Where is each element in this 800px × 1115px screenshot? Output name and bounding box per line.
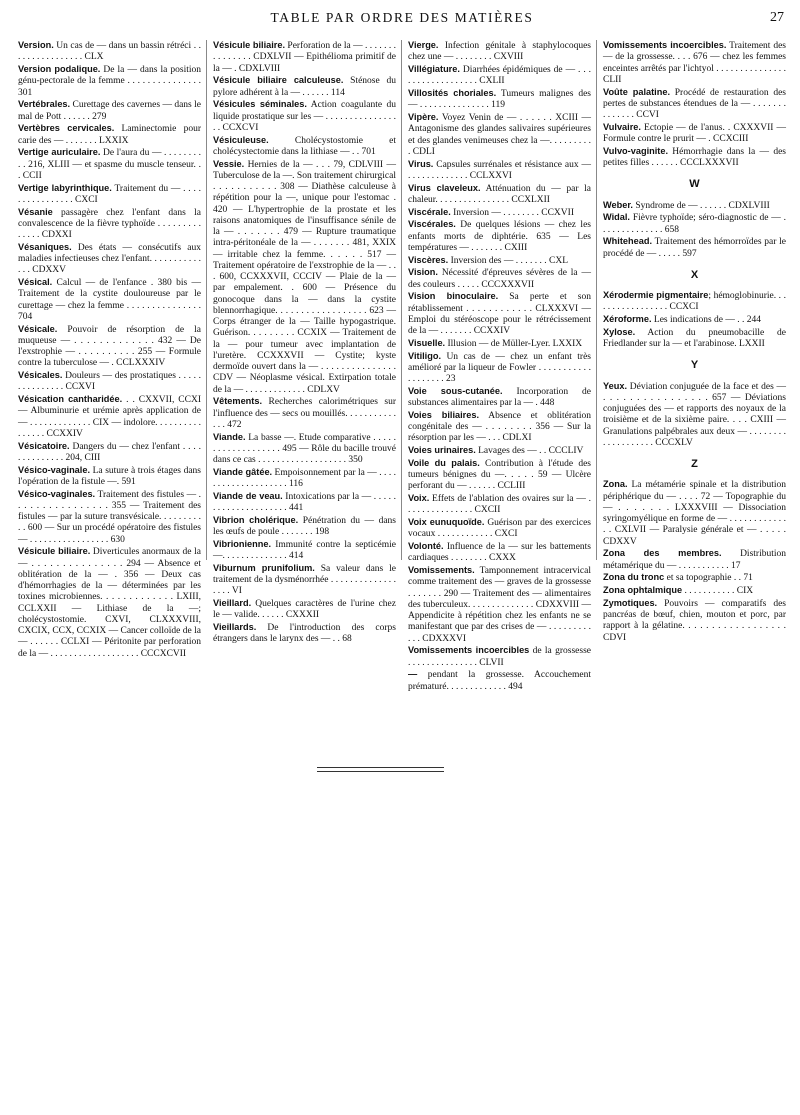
index-entry xyxy=(18,242,201,277)
entry-heading: Villosités choriales. xyxy=(408,88,497,98)
entry-text: Un cas de — dans un bassin rétréci . . . . . . . . . . . . . . . . CLX xyxy=(18,41,201,63)
entry-heading: Vision binoculaire. xyxy=(408,291,499,302)
entry-text: Illusion — de Müller-Lyer. LXXIX xyxy=(445,338,583,349)
entry-heading: Vomissements. xyxy=(408,565,475,575)
index-entry xyxy=(603,40,786,86)
entry-heading: Vibrionienne. xyxy=(213,538,272,549)
index-entry xyxy=(603,236,786,260)
index-entry xyxy=(408,267,591,291)
entry-heading: Vomissements incoercibles xyxy=(408,645,530,656)
entry-text: Tumeurs malignes des — . . . . . . . . . . . . . . . 119 xyxy=(408,89,592,111)
entry-text: Un cas de — chez un enfant très amélioré par la liqueur de Fowler . . . . . . . . . . . . . . . . . . . 23 xyxy=(408,351,591,384)
index-entry xyxy=(603,598,786,644)
entry-text: Nécessité d'épreuves sévères de la — des couleurs . . . . . CCCXXXVII xyxy=(408,268,591,290)
index-entry xyxy=(603,87,786,122)
section-letter: Y xyxy=(690,359,699,372)
entry-text: Distribution métamérique du — . . . . . . . . . . . 17 xyxy=(603,549,786,571)
index-entry xyxy=(408,669,591,693)
entry-heading: Voie sous-cutanée. xyxy=(408,385,503,396)
entry-heading: Villégiature. xyxy=(408,64,460,74)
entry-heading: Vésicales. xyxy=(18,370,63,380)
entry-heading: Vésicule biliaire calculeuse. xyxy=(213,75,344,86)
entry-text: Atténuation du — par la chaleur. . . . . . . . . . . . . . . . CCXLXII xyxy=(408,183,591,205)
index-entry xyxy=(603,122,786,146)
index-entry xyxy=(408,183,591,207)
section-letter: X xyxy=(690,268,699,281)
index-column-2 xyxy=(213,40,402,645)
index-entry xyxy=(408,386,591,410)
entry-text: Pouvoirs — comparatifs des pancréas de bœuf, chien, mouton et porc, par rapport à la gélatine. . . . . . . . . . . . . . . . . . CDVI xyxy=(603,598,786,643)
index-entry xyxy=(408,112,591,158)
entry-heading: Vulvo-vaginite. xyxy=(603,145,669,156)
entry-heading: Viande. xyxy=(213,431,246,442)
closing-rule-top xyxy=(317,767,444,768)
index-entry xyxy=(408,458,591,493)
entry-heading: Zona des membres. xyxy=(603,548,722,559)
entry-heading: Vieillard. xyxy=(213,598,252,608)
running-title: TABLE PAR ORDRE DES MATIÈRES xyxy=(270,10,534,25)
entry-text: de la grossesse . . . . . . . . . . . . . . . CLVII xyxy=(408,646,591,668)
entry-heading: Viande gâtée. xyxy=(213,466,273,477)
entry-text: Capsules surrénales et résistance aux — . . . . . . . . . . . . . CCLXXVI xyxy=(408,159,591,181)
entry-text: Traitement des hémorroïdes par le procédé de — . . . . . 597 xyxy=(603,237,786,259)
entry-text: La métamérie spinale et la distribution périphérique du — . . . . 72 — Topographie du — . . . . . . . LXXXVIII — Dissociation syringomyélique en forme de — . . . . . . . . . . . . . . CXLVII — Paralysie générale et — . . . . . CDXXV xyxy=(603,480,786,547)
entry-heading: Vitiligo. xyxy=(408,350,442,361)
entry-text: Pouvoir de résorption de la muqueuse — . . . . . . . . . . . . . 432 — De l'exstrophie — . . . . . . . . . . 255 — Formule contre la tuberculose — . CCLXXXIV xyxy=(18,324,201,369)
entry-heading: Vésanie xyxy=(18,206,53,217)
entry-text: Empoisonnement par la — . . . . . . . . . . . . . . . . . . . . 116 xyxy=(213,467,396,489)
entry-heading: Widal. xyxy=(603,212,630,223)
entry-text: ; hémoglobinurie. . . . . . . . . . . . . . . . . CCXCI xyxy=(603,291,786,313)
entry-text: Douleurs — des prostatiques . . . . . . . . . . . . . . . CCXVI xyxy=(18,371,201,393)
entry-heading: Vulvaire. xyxy=(603,121,641,132)
entry-heading: Zona du tronc xyxy=(603,572,665,583)
entry-text: De l'introduction des corps étrangers dans le larynx des — . . 68 xyxy=(213,623,396,645)
page-number: 27 xyxy=(770,10,784,25)
index-entry xyxy=(18,370,201,394)
entry-text: Sténose du pylore adhérent à la — . . . . . . 114 xyxy=(213,76,396,98)
entry-text: Infection génitale à staphylocoques chez une — . . . . . . . . CXVIII xyxy=(408,41,591,63)
index-entry xyxy=(18,546,201,660)
entry-heading: Weber. xyxy=(603,199,633,210)
index-entry xyxy=(408,64,591,88)
entry-text: Recherches calorimétriques sur l'influence des — secs ou mouillés. . . . . . . . . . . . . . 472 xyxy=(213,397,396,430)
entry-text: Action du pneumobacille de Friedlander sur la — et l'arabinose. LXXII xyxy=(603,327,786,349)
entry-text: Absence et oblitération congénitale des — . . . . . . . . 356 — Sur la résorption par les — . . . CDLXI xyxy=(408,410,591,444)
page-header xyxy=(20,10,784,30)
entry-text: De quelques lésions — chez les enfants morts de diphtérie. 635 — Les températures — . . . . . . . CXIII xyxy=(408,220,591,253)
entry-heading: Vésiculeuse. xyxy=(213,134,269,145)
entry-heading: Voies biliaires. xyxy=(408,409,480,420)
index-entry xyxy=(213,99,396,134)
entry-text: Effets de l'ablation des ovaires sur la — . . . . . . . . . . . . . . . CXCII xyxy=(408,494,591,516)
index-entry xyxy=(213,467,396,491)
entry-text: Les indications de — . . 244 xyxy=(651,315,762,325)
entry-heading: Vésaniques. xyxy=(18,241,72,252)
entry-heading: Vésicule biliaire. xyxy=(213,40,286,50)
index-entry xyxy=(18,324,201,370)
entry-heading: Zona. xyxy=(603,479,628,490)
index-column-3 xyxy=(408,40,597,692)
entry-text: Inversion — . . . . . . . . CCXVII xyxy=(450,207,574,218)
entry-text: Curettage des cavernes — dans le mal de Pott . . . . . . 279 xyxy=(18,100,201,122)
entry-heading: Viscérale. xyxy=(408,206,451,217)
entry-text: De la — dans la position génu-pectorale de la femme . . . . . . . . . . . . . . . 301 xyxy=(18,65,201,98)
index-entry xyxy=(408,493,591,517)
index-entry xyxy=(213,159,396,396)
index-entry xyxy=(408,445,591,457)
index-entry xyxy=(18,123,201,147)
entry-heading: Vieillards. xyxy=(213,622,257,632)
index-entry xyxy=(18,441,201,465)
index-entry xyxy=(18,183,201,207)
entry-heading: Vessie. xyxy=(213,158,245,169)
entry-text: Hernies de la — . . . 79, CDLVIII — Tuberculose de la —. Son traitement chirurgical . . . . . . . . . . . 308 — Diathèse calculeuse à répétition pour la —, unique pour l'estomac . 420 — L'hypertrophie de la prostate et les raisons anatomiques de l'insuffisance sénile de la — . . . . . . . 479 — Rupture traumatique intra-péritonéale de la — . . . . . . . 481, XXIX — irritable chez la femme. . . . . . 517 — Traitement opératoire de l'exstrophie de la — . . . 600, CCXXXVII, CCCIV — Plaie de la — par empalement. . 600 — Présence du gonocoque dans la — dans la cystite blennorrhagique. . . . . . . . . . . . . . . . . . 623 — Corps étranger de la — Taille hypogastrique. Guérison. . . . . . . . . CCXIX — Traitement de la — pour tumeur avec implantation de l'uretère. CCXXXVII — Cystite; kyste dermoïde ouvert dans la — . . . . . . . . . . . . . . . CDV — Néoplasme vésical. Extirpation totale de la — . . . . . . . . . . . . . CDLXV xyxy=(213,159,396,395)
entry-heading: Viscérales. xyxy=(408,219,456,230)
entry-text: Pénétration du — dans les œufs de poule . . . . . . . 198 xyxy=(213,515,396,537)
entry-heading: Virus claveleux. xyxy=(408,182,481,193)
index-entry xyxy=(18,64,201,99)
entry-heading: Vésico-vaginale. xyxy=(18,464,91,475)
entry-text: . . . . . . . . . . . CIX xyxy=(682,586,754,596)
entry-heading: — xyxy=(408,669,418,680)
entry-text: Traitement du — . . . . . . . . . . . . . . . . CXCI xyxy=(18,183,201,205)
entry-text: Quelques caractères de l'urine chez le — valide. . . . . . CXXXII xyxy=(213,599,396,621)
index-entry xyxy=(18,207,201,242)
index-entry xyxy=(18,147,201,182)
entry-text: Diarrhées épidémiques de — . . . . . . . . . . . . . . . . . . CXLII xyxy=(408,65,591,87)
entry-text: Immunité contre la septicémie —. . . . . . . . . . . . . . 414 xyxy=(213,539,396,561)
entry-heading: Viburnum prunifolium. xyxy=(213,562,315,573)
index-entry xyxy=(18,394,201,440)
index-entry xyxy=(213,563,396,598)
entry-heading: Vésication cantharidée. xyxy=(18,394,123,404)
entry-text: passagère chez l'enfant dans la convalescence de la fièvre typhoïde . . . . . . . . . . . . . . CDXXI xyxy=(18,207,201,240)
entry-heading: Vésicale. xyxy=(18,323,58,334)
entry-heading: Vomissements incoercibles. xyxy=(603,40,727,50)
index-entry xyxy=(18,277,201,323)
index-entry xyxy=(213,75,396,99)
entry-text: Influence de la — sur les battements cardiaques . . . . . . . . CXXX xyxy=(408,542,591,564)
entry-text: Laminectomie pour carie des — . . . . . . . LXXIX xyxy=(18,124,201,146)
entry-text: Déviation conjuguée de la face et des — . . . . . . . . . . . . . . . . 657 — Déviations conjuguées des — et rapports des noyaux de la troisième et de la sixième paire. . . . CXIII — Granulations palpébrales aux deux — . . . . . . . . . . . . . . . . . . . CCCXLV xyxy=(603,381,786,448)
entry-text: Sa valeur dans le traitement de la dysménorrhée . . . . . . . . . . . . . . . . . . VI xyxy=(213,563,396,597)
entry-heading: Virus. xyxy=(408,158,434,169)
index-entry xyxy=(408,159,591,183)
index-entry xyxy=(408,541,591,565)
entry-heading: Volonté. xyxy=(408,541,444,551)
index-entry xyxy=(213,515,396,539)
index-entry xyxy=(213,622,396,646)
entry-text: Action coagulante du liquide prostatique sur les — . . . . . . . . . . . . . . . . . CCXCVI xyxy=(213,100,396,133)
index-columns xyxy=(18,40,786,692)
index-column-4 xyxy=(603,40,786,643)
index-entry xyxy=(603,314,786,326)
index-entry xyxy=(603,212,786,236)
entry-heading: Viscères. xyxy=(408,254,449,265)
entry-heading: Voix eunuquoïde. xyxy=(408,517,485,527)
entry-text: Guérison par des exercices vocaux . . . . . . . . . . . . CXCI xyxy=(408,518,591,540)
entry-heading: Vésico-vaginales. xyxy=(18,488,96,499)
entry-heading: Vésicatoire. xyxy=(18,440,70,451)
entry-heading: Visuelle. xyxy=(408,337,446,348)
entry-heading: Xéroforme. xyxy=(603,314,652,324)
index-entry xyxy=(408,291,591,337)
entry-heading: Vésical. xyxy=(18,277,53,287)
entry-text: Calcul — de l'enfance . 380 bis — Traitement de la cystite douloureuse par le curettage — chez la femme . . . . . . . . . . . . . . . 704 xyxy=(18,278,201,322)
index-entry xyxy=(408,645,591,669)
entry-text: Perforation de la — . . . . . . . . . . . . . . . CDXLVII — Epithélioma primitif de la — . CDXLVIII xyxy=(213,41,396,74)
index-entry xyxy=(603,327,786,351)
entry-text: . . CXXVII, CCXI — Albuminurie et urémie après application de — . . . . . . . . . . . . . CIX — indolore. . . . . . . . . . . . . . . . CCXXIV xyxy=(18,395,201,439)
entry-text: De l'aura du — . . . . . . . . . . 216, XLIII — et spasme du muscle tenseur. . . CCII xyxy=(18,148,202,181)
index-entry xyxy=(18,40,201,64)
index-entry xyxy=(408,40,591,64)
entry-text: Ectopie — de l'anus. . CXXXVII — Formule contre le prurit — . CCXCIII xyxy=(603,122,786,144)
index-entry xyxy=(18,489,201,546)
index-entry xyxy=(213,432,396,467)
entry-heading: Voix. xyxy=(408,493,430,503)
index-entry xyxy=(603,548,786,572)
entry-text: Sa perte et son rétablissement . . . . . . . . . . . . CLXXXVI — Emploi du stéréoscope pour le rétrécissement de la — . . . . . . . CCXXIV xyxy=(408,292,591,336)
closing-rule-bottom xyxy=(317,771,444,772)
entry-text: Hémorrhagie dans la — des petites filles . . . . . . CCCLXXXVII xyxy=(603,146,786,168)
index-entry xyxy=(603,381,786,450)
entry-text: Inversion des — . . . . . . . CXL xyxy=(448,255,568,266)
entry-heading: Yeux. xyxy=(603,380,628,391)
entry-heading: Vésicules séminales. xyxy=(213,99,307,110)
entry-text: Voyez Venin de — . . . . . . XCIII — Antagonisme des glandes salivaires supérieures et des glandes venimeuses chez la —. . . . . . . . . . CDLI xyxy=(408,113,591,157)
index-entry xyxy=(408,219,591,254)
entry-heading: Vésicule biliaire. xyxy=(18,546,91,557)
entry-text: pendant la grossesse. Accouchement prématuré. . . . . . . . . . . . . 494 xyxy=(408,670,591,692)
entry-heading: Version podalique. xyxy=(18,64,101,74)
entry-heading: Vertèbres cervicales. xyxy=(18,123,115,134)
entry-heading: Version. xyxy=(18,40,54,50)
entry-text: Procédé de restauration des pertes de substances étendues de la — . . . . . . . . . . . . . . CCVI xyxy=(603,87,786,120)
entry-heading: Vibrion cholérique. xyxy=(213,514,299,525)
entry-heading: Vertige auriculaire. xyxy=(18,147,101,158)
entry-heading: Vierge. xyxy=(408,40,439,50)
entry-heading: Vertébrales. xyxy=(18,99,71,110)
entry-text: Intoxications par la — . . . . . . . . . . . . . . . . . . . . . 441 xyxy=(213,491,396,513)
entry-text: Des états — consécutifs aux maladies infectieuses chez l'enfant. . . . . . . . . . . . . . CDXXV xyxy=(18,242,201,276)
index-entry xyxy=(603,585,786,597)
entry-text: et sa topographie . . 71 xyxy=(664,573,753,584)
index-entry xyxy=(408,338,591,350)
index-entry xyxy=(213,135,396,159)
entry-heading: Xérodermie pigmentaire xyxy=(603,290,709,300)
entry-heading: Vipère. xyxy=(408,112,439,122)
entry-text: Traitement des fistules — . . . . . . . . . . . . . . . . 355 — Traitement des fistules — par la suture transvésicale. . . . . . . . . . . 600 — Sur un procédé opératoire des fistules — . . . . . . . . . . . . . . . . . 630 xyxy=(18,489,201,545)
entry-heading: Xylose. xyxy=(603,326,636,337)
entry-text: Contribution à l'étude des tumeurs bénignes du —. . . . . 59 — Ulcère perforant du — . . . . . . CCLIII xyxy=(408,458,591,492)
index-column-1 xyxy=(18,40,207,659)
entry-text: Fièvre typhoïde; séro-diagnostic de — . . . . . . . . . . . . . . 658 xyxy=(603,213,786,235)
index-entry xyxy=(213,396,396,431)
index-entry xyxy=(603,572,786,584)
index-entry xyxy=(408,255,591,267)
section-letter: Z xyxy=(691,458,698,470)
index-entry xyxy=(603,479,786,548)
entry-text: La suture à trois étages dans l'opération de la fistule —. 591 xyxy=(18,465,201,487)
entry-heading: Zona ophtalmique xyxy=(603,585,683,595)
entry-heading: Whitehead. xyxy=(603,236,653,247)
entry-text: Incorporation de substances alimentaires par la — . 448 xyxy=(408,386,591,408)
entry-heading: Vertige labyrinthique. xyxy=(18,182,112,193)
index-entry xyxy=(408,207,591,219)
index-entry xyxy=(408,88,591,112)
index-entry xyxy=(408,410,591,445)
index-entry xyxy=(213,598,396,622)
index-entry xyxy=(18,465,201,489)
index-entry xyxy=(408,517,591,541)
index-entry xyxy=(603,290,786,314)
entry-text: La basse —. Etude comparative . . . . . . . . . . . . . . . . . . . 495 — Rôle du bacille trouvé dans ce cas . . . . . . . . . . . . . . . . . . . 350 xyxy=(213,432,396,465)
entry-text: Tamponnement intracervical comme traitement des — graves de la grossesse . . . . . . . 290 — Traitement des — alimentaires des tuberculeux. . . . . . . . . . . . . . CDXXVIII — Appendicite à répétition chez les enfants ne se manifestant que par des crises de — . . . . . . . . . . . . CDXXXVI xyxy=(408,566,591,644)
entry-heading: Viande de veau. xyxy=(213,490,283,501)
entry-heading: Voile du palais. xyxy=(408,457,480,468)
index-entry xyxy=(408,565,591,645)
entry-text: Diverticules anormaux de la — . . . . . . . . . . . . . . . 294 — Absence et oblitération de la — . 356 — Deux cas d'hémorrhagies de la — déterminées par les toxines microbiennes. . . . . . . . . . . . . LXIII, CCLXXII — Lithiase de la —; cholécystostomie. CXVI, CLXXXVIII, CXCIX, CCX, CCXIX — Cancer colloïde de la — . . . . . . CCLXI — Péritonite par perforation de la — . . . . . . . . . . . . . . . . . . . CCCXCVII xyxy=(18,547,201,659)
entry-heading: Voûte palatine. xyxy=(603,86,671,97)
entry-text: Traitement des — de la grossesse. . . . 676 — chez les femmes enceintes arrêtés par l'ichtyol . . . . . . . . . . . . . . . CLII xyxy=(603,41,786,85)
section-letter: W xyxy=(689,178,700,191)
index-entry xyxy=(603,146,786,170)
index-entry xyxy=(213,40,396,75)
index-entry xyxy=(18,99,201,123)
entry-heading: Zymotiques. xyxy=(603,597,658,608)
entry-text: Lavages des — . . CCCLIV xyxy=(475,446,584,456)
entry-heading: Vision. xyxy=(408,267,438,278)
index-entry xyxy=(408,351,591,386)
entry-heading: Voies urinaires. xyxy=(408,445,476,455)
index-entry xyxy=(603,200,786,212)
entry-text: Syndrome de — . . . . . . CDXLVIII xyxy=(632,200,770,211)
index-entry xyxy=(213,491,396,515)
entry-heading: Vêtements. xyxy=(213,396,263,407)
entry-text: Dangers du — chez l'enfant . . . . . . . . . . . . . . 204, CIII xyxy=(18,441,201,463)
entry-text: Cholécystostomie et cholécystectomie dans la lithiase — . . 701 xyxy=(213,135,396,157)
index-entry xyxy=(213,539,396,563)
